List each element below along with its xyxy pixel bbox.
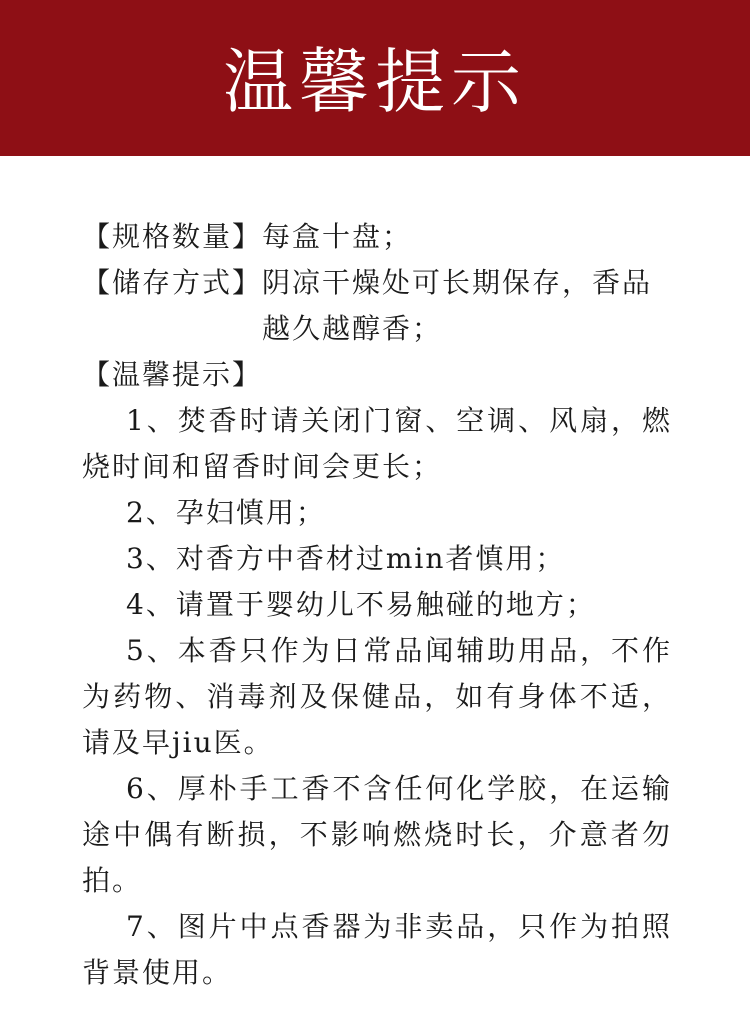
spec-label-storage: 【储存方式】	[82, 266, 263, 299]
header-banner	[0, 0, 750, 156]
banner-title: 温馨提示	[223, 40, 527, 123]
notice-body	[82, 214, 672, 996]
tip-item: 7、图片中点香器为非卖品，只作为拍照背景使用。	[82, 910, 672, 989]
spec-label-quantity: 【规格数量】	[82, 220, 263, 253]
tip-item: 5、本香只作为日常品闻辅助用品，不作为药物、消毒剂及保健品，如有身体不适，请及早jiu医。	[82, 634, 672, 759]
tip-item: 4、请置于婴幼儿不易触碰的地方；	[126, 588, 596, 621]
tip-item: 3、对香方中香材过min者慎用；	[126, 542, 566, 575]
tip-item: 6、厚朴手工香不含任何化学胶，在运输途中偶有断损，不影响燃烧时长，介意者勿拍。	[82, 772, 672, 897]
spec-value-storage: 阴凉干燥处可长期保存，香品越久越醇香；	[262, 266, 653, 345]
spec-row-quantity	[82, 214, 672, 260]
tip-item: 1、焚香时请关闭门窗、空调、风扇，燃烧时间和留香时间会更长；	[82, 404, 672, 483]
spec-row-storage	[82, 260, 672, 352]
tips-heading: 【温馨提示】	[82, 358, 263, 391]
spec-value-quantity: 每盒十盘；	[262, 220, 413, 253]
tip-item: 2、孕妇慎用；	[126, 496, 326, 529]
